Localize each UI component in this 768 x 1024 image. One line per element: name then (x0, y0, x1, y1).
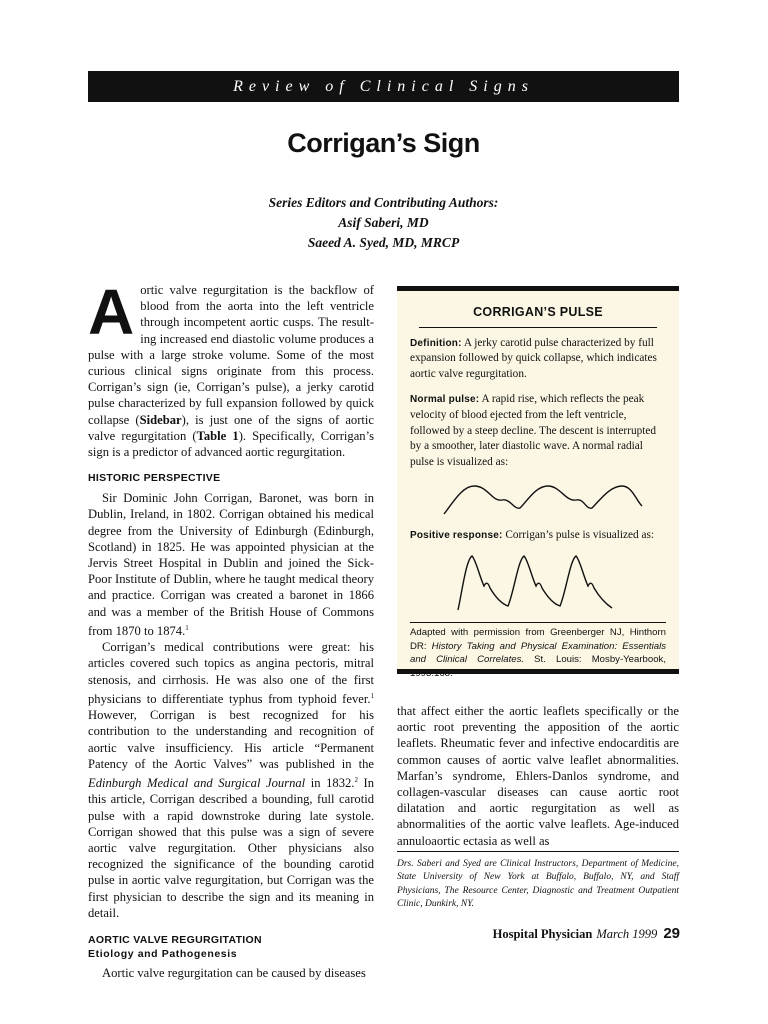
issue-date: March 1999 (596, 927, 658, 941)
history-text: However, Corrigan is best recognized for his contribution to the understanding and recognition of aortic valve insufficiency. His article “Permanent Patency of the Aortic Valves” was published in the (88, 708, 374, 771)
author-affiliation-footnote: Drs. Saberi and Syed are Clinical Instructors, Department of Medicine, State University of New York at Buffalo, Buffalo, NY, and Staff Physicians, The Resource Center, Diagnostic and Treatment Outpatient Clinic, Dunkirk, NY. (397, 859, 679, 909)
history-text: Corrigan’s medical contributions were great: his articles covered such topics as angina pectoris, mitral stenosis, and cirrhosis. He was also one of the first physicians to differentiate typhus from typhoid fever. (88, 640, 374, 707)
authors-label: Series Editors and Contributing Authors: (268, 195, 499, 210)
positive-response-paragraph (410, 528, 666, 544)
sidebar-reference: Sidebar (139, 412, 182, 427)
intro-line: through incompetent aortic cusps. The result- (140, 315, 374, 330)
section-banner (88, 71, 679, 102)
positive-response-text: Corrigan’s pulse is visualized as: (502, 529, 655, 542)
definition-text: A jerky carotid pulse characterized by full expansion followed by quick collapse, which indicates aortic valve regurgitation. (410, 336, 657, 380)
intro-line: blood from the aorta into the left ventricle (140, 299, 374, 314)
history-text: in 1832. (305, 776, 355, 791)
journal-name: Edinburgh Medical and Surgical Journal (88, 776, 306, 791)
heading-aortic-valve-regurgitation: AORTIC VALVE REGURGITATION (88, 934, 262, 947)
intro-line: ing increased end diastolic volume produces a (140, 331, 374, 346)
heading-historic-perspective: HISTORIC PERSPECTIVE (88, 472, 221, 485)
normal-pulse-waveform (410, 474, 666, 518)
corrigans-pulse-waveform (410, 548, 666, 614)
credit-text: St. Louis: Mosby-Yearbook, 1993:168. (410, 654, 666, 679)
citation: 1 (370, 691, 374, 700)
sidebar-title: CORRIGAN’S PULSE (419, 305, 657, 328)
journal-name: Hospital Physician (492, 927, 593, 941)
page-footer (380, 925, 680, 942)
table-reference: Table 1 (196, 428, 239, 443)
normal-pulse-label: Normal pulse: (410, 394, 480, 406)
drop-cap: A (88, 276, 135, 348)
etiology-paragraph: Aortic valve regurgitation can be caused by diseases (102, 966, 366, 981)
history-text: Sir Dominic John Corrigan, Baronet, was born in Dublin, Ireland, in 1802. Corrigan obtained his medical degree from the University of Edinburgh (Edinburgh, Scotland) in 1825. He was appointed physician at the Jervis Street Hospital in Dublin and joined the Sick-Poor Institute of Dublin, where he taught medical theory and practice. Corrigan was created a baronet in 1866 and was a member of the British House of Commons from 1870 to 1874. (88, 491, 374, 639)
right-column (397, 703, 679, 849)
credit-book-title: History Taking and Physical Examination: Essentials and Clinical Correlates. (410, 640, 666, 666)
history-text: In this article, Corrigan described a bounding, full carotid pulse with a rapid downstroke during late systole. Corrigan showed that this pulse was a sign of severe aortic valve regurgitation. Other physicians also recognized the significance of the bounding carotid pulse in aortic valve regurgitation, but Corrigan was the first physician to describe the sign and its meaning in detail. (88, 776, 375, 920)
article-title: Corrigan’s Sign (287, 128, 480, 158)
normal-pulse-paragraph (410, 392, 666, 470)
corrigans-pulse-sidebar (397, 286, 679, 679)
intro-text: ). Specifically, Corrigan’s sign is a predictor of advanced aortic regurgitation. (88, 428, 374, 460)
author-name: Asif Saberi, MD (338, 215, 429, 230)
banner-text: Review of Clinical Signs (233, 77, 534, 95)
continued-paragraph: that affect either the aortic leaflets specifically or the aortic root preventing the apposition of the aortic leaflets. Rheumatic fever and infective endocarditis are common causes of aortic valve leaflet abnormalities. Marfan’s syndrome, Ehlers-Danlos syndrome, and collagen-vascular diseases can cause aortic root dilatation and aortic regurgitation as well as abnormalities of the aortic valve leaflets. Age-induced annuloaortic ectasia as well as (397, 704, 679, 848)
intro-line: ortic valve regurgitation is the backflow of (140, 283, 374, 297)
adaptation-credit (410, 622, 666, 680)
subheading-etiology: Etiology and Pathogenesis (88, 948, 238, 961)
positive-response-label: Positive response: (410, 530, 503, 542)
author-name: Saeed A. Syed, MD, MRCP (307, 235, 460, 250)
history-paragraph (88, 490, 374, 639)
credit-text: Adapted with permission from Greenberger NJ, Hinthorn DR: (410, 626, 666, 652)
citation: 1 (185, 623, 189, 632)
left-column (88, 276, 375, 981)
intro-text: ), is just one of the signs of aortic valve regurgitation ( (88, 412, 374, 443)
page-number: 29 (663, 925, 680, 942)
footnote-divider (397, 851, 679, 852)
normal-pulse-text: A rapid rise, which reflects the peak velocity of blood ejected from the left ventricle, followed by a steep decline. The descent is interrupted by a smoother, later diastolic wave. A normal radial pulse is visualized as: (410, 393, 657, 468)
contributions-paragraph (88, 639, 374, 921)
definition-paragraph (410, 336, 666, 383)
citation: 2 (354, 776, 358, 785)
definition-label: Definition: (410, 337, 462, 349)
intro-paragraph (88, 276, 374, 460)
authors-block (88, 193, 679, 253)
intro-text: pulse with a large stroke volume. Some of the most curious clinical signs originate from this process. Corrigan’s sign (ie, Corrigan’s pulse), a jerky carotid pulse characterized by full expansion followed by quick collapse ( (88, 347, 374, 427)
